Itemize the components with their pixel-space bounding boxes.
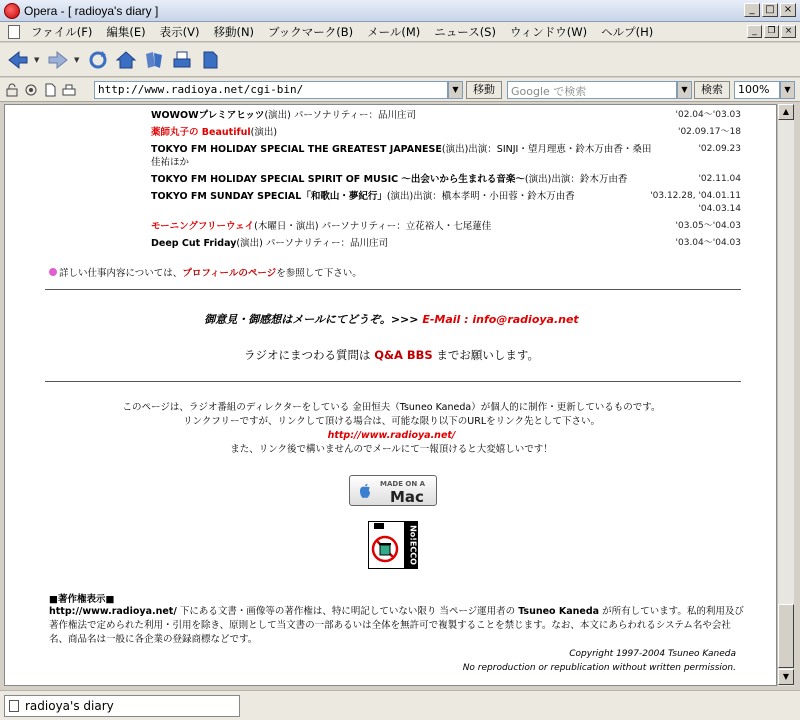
window-controls — [744, 3, 796, 17]
go-button[interactable]: 移動 — [466, 81, 502, 99]
page-icon — [9, 700, 19, 712]
scroll-down-icon[interactable]: ▼ — [778, 669, 794, 685]
qa-suffix: までお願いします。 — [432, 348, 539, 362]
program-detail: (演出) パーソナリティー：品川庄司 — [264, 110, 417, 121]
reload-icon[interactable] — [86, 48, 110, 72]
program-title: Deep Cut Friday — [151, 238, 237, 249]
menu-file[interactable]: ファイル(F) — [31, 24, 93, 39]
page-tab[interactable] — [4, 695, 240, 717]
program-title: TOKYO FM SUNDAY SPECIAL「和歌山・夢紀行」 — [151, 191, 387, 202]
list-item — [151, 173, 745, 186]
list-item — [151, 143, 745, 169]
menu-window[interactable]: ウィンドウ(W) — [509, 24, 588, 39]
program-detail: (演出)出演：SINJI・望月理恵・鈴木万由香・桑田佳祐ほか — [151, 144, 652, 168]
document-window-controls — [747, 25, 796, 38]
site-url-link[interactable]: http://www.radioya.net/ — [327, 430, 456, 441]
copyright-body — [49, 605, 745, 647]
window-title: Opera - [ radioya's diary ] — [24, 3, 159, 18]
menu-view[interactable]: 表示(V) — [159, 24, 200, 39]
zoom-field[interactable]: 100% — [734, 81, 780, 99]
search-input[interactable]: Google で検索 — [507, 81, 677, 99]
no-ecco-banner[interactable] — [368, 521, 418, 569]
print-icon[interactable] — [170, 48, 194, 72]
program-date: '02.04～'03.03 — [675, 110, 741, 120]
program-detail: (演出)出演：槇本孝明・小田蓉・鈴木万由香 — [386, 191, 575, 202]
badge-line-2: Mac — [390, 488, 424, 506]
menu-help[interactable]: ヘルプ(H) — [601, 24, 654, 39]
program-title: WOWOWプレミアヒッツ — [151, 110, 265, 121]
print-preview-icon[interactable] — [61, 82, 77, 98]
program-date: '02.11.04 — [698, 174, 741, 184]
qa-prefix: ラジオにまつわる質問は — [244, 348, 375, 362]
address-input[interactable]: http://www.radioya.net/cgi-bin/ — [94, 81, 448, 99]
doc-close-button[interactable]: × — [781, 25, 796, 38]
feedback-line — [5, 311, 777, 327]
program-date: '02.09.23 — [698, 144, 741, 154]
copyright-line: Copyright 1997-2004 Tsuneo Kaneda — [569, 649, 736, 659]
address-dropdown-icon[interactable]: ▼ — [448, 81, 463, 99]
divider — [45, 289, 741, 290]
search-engine-dropdown-icon[interactable]: ▼ — [677, 81, 692, 99]
program-date-line: '04.03.14 — [698, 204, 741, 214]
about-line: リンクフリーですが、リンクして頂ける場合は、可能な限り以下のURLをリンク先として下さい。 — [183, 416, 600, 427]
page-viewport — [4, 104, 777, 686]
forward-history-dropdown-icon[interactable]: ▼ — [74, 55, 80, 64]
opera-logo-icon — [4, 3, 20, 19]
vertical-scrollbar[interactable] — [777, 104, 794, 686]
copyright-line: No reproduction or republication without written permission. — [462, 663, 736, 673]
apple-logo-icon — [358, 483, 372, 499]
doc-minimize-button[interactable]: _ — [747, 25, 762, 38]
list-item — [151, 109, 745, 122]
menu-bar — [0, 22, 800, 42]
home-icon[interactable] — [114, 48, 138, 72]
about-line: また、リンク後で構いませんのでメールにて一報頂けると大変嬉しいです！ — [230, 444, 553, 455]
list-item — [151, 126, 745, 139]
note-prefix: 詳しい仕事内容については、 — [59, 268, 183, 279]
qa-bbs-link[interactable]: Q&A BBS — [374, 348, 433, 362]
scroll-thumb[interactable] — [778, 604, 794, 668]
copyright-notice — [463, 647, 736, 675]
list-item — [151, 237, 745, 250]
hotlist-icon[interactable] — [142, 48, 166, 72]
copyright-text: が所有しています。私的利用及び著作権法で定められた利用・引用を除き、原則として当文書の一部あるいは全体を無許可で複製することを禁じます。なお、本文にあらわれるシステム名や会社名、商品名は一般に各企業の登録商標などです。 — [49, 606, 744, 645]
search-button[interactable]: 検索 — [694, 81, 730, 99]
document-icon — [8, 25, 20, 39]
program-detail: (演出)出演：鈴木万由香 — [524, 174, 628, 185]
title-bar — [0, 0, 800, 22]
copyright-text: 下にある文書・画像等の著作権は、特に明記していない限り 当ページ運用者の — [176, 606, 519, 617]
program-list — [151, 109, 745, 254]
qa-line — [5, 347, 777, 363]
back-icon[interactable] — [6, 48, 30, 72]
forward-icon[interactable] — [46, 48, 70, 72]
zoom-dropdown-icon[interactable]: ▼ — [780, 81, 795, 99]
bullet-icon — [49, 268, 57, 276]
feedback-text: 御意見・御感想はメールにてどうぞ。>>> — [204, 313, 423, 326]
scroll-up-icon[interactable]: ▲ — [778, 104, 794, 120]
program-title: TOKYO FM HOLIDAY SPECIAL SPIRIT OF MUSIC ～出会いから生まれる音楽～ — [151, 174, 525, 185]
menu-news[interactable]: ニュース(S) — [434, 24, 496, 39]
menu-mail[interactable]: メール(M) — [367, 24, 421, 39]
program-title: TOKYO FM HOLIDAY SPECIAL THE GREATEST JAPANESE — [151, 144, 442, 155]
back-history-dropdown-icon[interactable]: ▼ — [34, 55, 40, 64]
copyright-url-link[interactable]: http://www.radioya.net/ — [49, 606, 177, 617]
program-date — [650, 190, 741, 216]
maximize-button[interactable]: □ — [762, 3, 778, 17]
new-page-icon[interactable] — [198, 48, 222, 72]
no-ecco-icon — [368, 521, 418, 569]
divider — [45, 381, 741, 382]
program-title: 薬師丸子の Beautiful — [151, 127, 251, 138]
minimize-button[interactable]: _ — [744, 3, 760, 17]
menu-edit[interactable]: 編集(E) — [106, 24, 146, 39]
page-tab-bar — [0, 690, 800, 720]
profile-link[interactable]: プロフィールのページ — [182, 268, 277, 279]
copyright-heading: ■著作権表示■ — [49, 594, 115, 605]
program-date: '03.05～'04.03 — [675, 221, 741, 231]
program-title: モーニングフリーウェイ — [151, 221, 255, 232]
program-date: '03.04～'04.03 — [675, 238, 741, 248]
program-detail: (木曜日・演出) パーソナリティー：立花裕人・七尾蓮佳 — [254, 221, 492, 232]
program-detail: (演出) — [250, 127, 278, 138]
about-line: このページは、ラジオ番組のディレクターをしている 金田恒夫（Tsuneo Kaneda）が個人的に制作・更新しているものです。 — [122, 402, 661, 413]
program-date: '02.09.17～18 — [677, 127, 741, 137]
program-detail: (演出) パーソナリティー：品川庄司 — [236, 238, 389, 249]
copyright-owner: Tsuneo Kaneda — [518, 606, 600, 617]
email-link[interactable]: E-Mail : info@radioya.net — [422, 313, 579, 326]
note-suffix: を参照して下さい。 — [276, 268, 362, 279]
page-tab-label: radioya's diary — [25, 699, 114, 713]
badge-line-1: MADE ON A — [380, 480, 426, 488]
made-on-mac-badge[interactable] — [349, 475, 437, 506]
no-ecco-text: No!ECCO — [408, 525, 418, 565]
menu-bookmarks[interactable]: ブックマーク(B) — [268, 24, 354, 39]
navigation-toolbar — [0, 43, 800, 77]
page-info-icon[interactable] — [42, 82, 58, 98]
about-block — [5, 401, 777, 457]
list-item — [151, 190, 745, 216]
menu-navigate[interactable]: 移動(N) — [213, 24, 255, 39]
program-date-line: '03.12.28, '04.01.11 — [650, 191, 741, 201]
list-item — [151, 220, 745, 233]
address-bar — [0, 78, 800, 102]
security-lock-icon[interactable] — [4, 82, 20, 98]
close-button[interactable]: × — [780, 3, 796, 17]
image-toggle-icon[interactable] — [23, 82, 39, 98]
doc-restore-button[interactable]: ❐ — [764, 25, 779, 38]
profile-note — [49, 265, 362, 279]
